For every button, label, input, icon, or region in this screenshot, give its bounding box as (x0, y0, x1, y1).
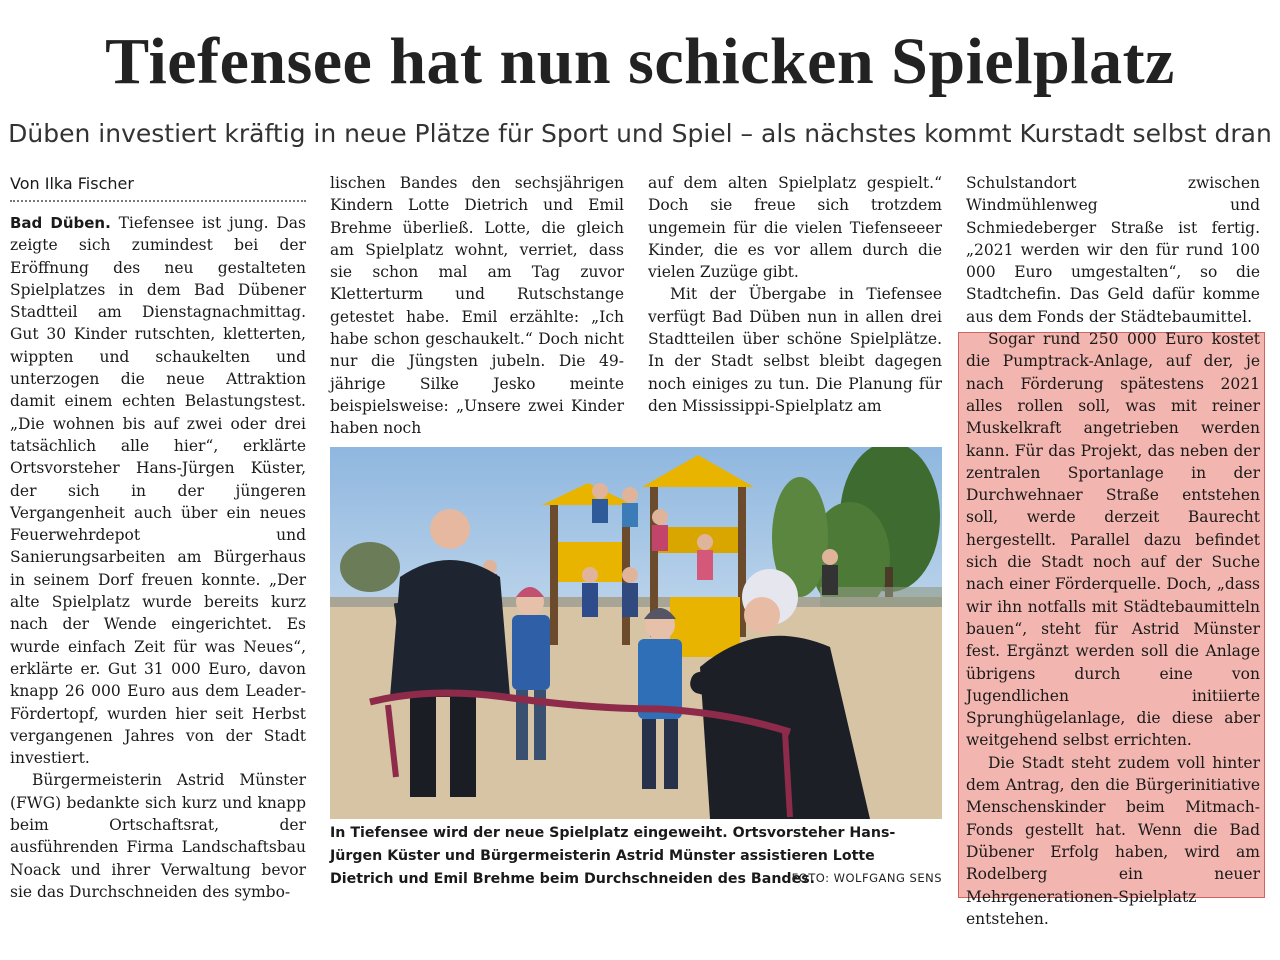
paragraph (10, 212, 306, 769)
photo-caption: In Tiefensee wird der neue Spielplatz eingeweiht. Ortsvorsteher Hans-Jürgen Küster und Bürgermeisterin Astrid Münster assistieren Lotte Dietrich und Emil Brehme beim Durchschneiden des Bandes. (330, 825, 896, 887)
playground-photo (330, 447, 942, 819)
article-column-4 (966, 172, 1260, 930)
paragraph: Schulstandort zwischen Windmühlenweg und Schmiedeberger Straße ist fertig. „2021 werden wir den für rund 100 000 Euro umgestalten“, so die Stadtchefin. Das Geld dafür komme aus dem Fonds der Städtebaumittel. (966, 174, 1260, 326)
photo-credit: FOTO: WOLFGANG SENS (791, 871, 942, 885)
subheadline: Düben investiert kräftig in neue Plätze für Sport und Spiel – als nächstes kommt Kurstadt selbst dran (8, 119, 1272, 148)
article-column-3 (648, 172, 942, 417)
photo-illustration (330, 447, 942, 819)
paragraph: Mit der Übergabe in Tiefensee verfügt Bad Düben nun in allen drei Stadtteilen über schöne Spielplätze. In der Stadt selbst bleibt dagegen noch einiges zu tun. Die Planung für den Mississippi-Spielplatz am (648, 285, 942, 415)
dateline: Bad Düben. (10, 214, 111, 232)
article-column-2 (330, 172, 624, 440)
byline: Von Ilka Fischer (10, 172, 306, 202)
article-column-1 (10, 172, 306, 903)
paragraph-text: Tiefensee ist jung. Das zeigte sich zumindest bei der Eröffnung des neu gestalteten Spielplatzes in dem Bad Dübener Stadtteil am Dienstagnachmittag. Gut 30 Kinder rutschten, kletterten, wippten und schaukelten und unterzogen die neue Attraktion damit einem echten Belastungstest. „Die wohnen bis auf zwei oder drei tatsächlich alle hier“, erklärte Ortsvorsteher Hans-Jürgen Küster, der sich in der jüngeren Vergangenheit auch über ein neues Feuerwehrdepot und Sanierungsarbeiten am Bürgerhaus in seinem Dorf freuen konnte. „Der alte Spielplatz wurde bereits kurz nach der Wende eingerichtet. Es wurde einfach Zeit für was Neues“, erklärte er. Gut 31 000 Euro, davon knapp 26 000 Euro aus dem Leader-Fördertopf, wurden hier seit Herbst vergangenen Jahres von der Stadt investiert. (10, 214, 306, 768)
paragraph: Bürgermeisterin Astrid Münster (FWG) bedankte sich kurz und knapp beim Ortschaftsrat, der ausführenden Firma Landschaftsbau Noack und ihrer Verwaltung bevor sie das Durchschneiden des symbo- (10, 771, 306, 901)
paragraph: Sogar rund 250 000 Euro kostet die Pumptrack-Anlage, auf der, je nach Förderung spätestens 2021 alles rollen soll, was mit reiner Muskelkraft angetrieben werden kann. Für das Projekt, das neben der zentralen Sportanlage in der Durchwehnaer Straße entstehen soll, werde derzeit Baurecht hergestellt. Parallel dazu befindet sich die Stadt noch auf der Suche nach einer Förderquelle. Doch, „dass wir ihn notfalls mit Städtebaumitteln bauen“, steht für Astrid Münster fest. Ergänzt werden soll die Anlage übrigens durch eine von Jugendlichen initiierte Sprunghügelanlage, die diese aber weitgehend selbst errichten. (966, 330, 1260, 750)
headline: Tiefensee hat nun schicken Spielplatz (105, 25, 1175, 98)
paragraph: lischen Bandes den sechsjährigen Kindern Lotte Dietrich und Emil Brehme überließ. Lotte, die gleich am Spielplatz wohnt, verriet, dass sie schon mal am Tag zuvor Kletterturm und Rutschstange getestet habe. Emil erzählte: „Ich habe schon geschaukelt.“ Doch nicht nur die Jüngsten jubeln. Die 49-jährige Silke Jesko meinte beispielsweise: „Unsere zwei Kinder haben noch (330, 174, 624, 438)
paragraph: Die Stadt steht zudem voll hinter dem Antrag, den die Bürgerinitiative Menschenskinder beim Mitmach-Fonds gestellt hat. Wenn die Bad Dübener Erfolg haben, wird am Rodelberg ein neuer Mehrgenerationen-Spielplatz entstehen. (966, 753, 1260, 928)
paragraph: auf dem alten Spielplatz gespielt.“ Doch sie freue sich trotzdem ungemein für die vielen Tiefenseeer Kinder, die es vor allem durch die vielen Zuzüge gibt. (648, 174, 942, 282)
